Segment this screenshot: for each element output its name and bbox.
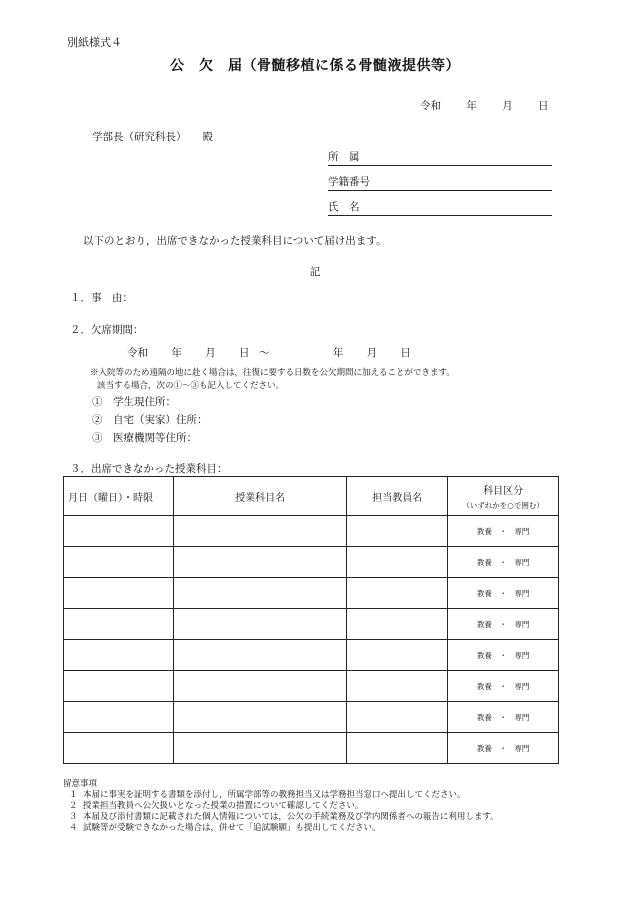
remark-item xyxy=(63,823,499,834)
missed-subjects-table xyxy=(63,476,559,764)
date-cell[interactable] xyxy=(64,609,174,640)
category-header xyxy=(448,477,559,516)
student-id-label: 学籍番号 xyxy=(328,176,370,188)
date-cell[interactable] xyxy=(64,702,174,733)
student-id-field[interactable] xyxy=(328,175,552,191)
remarks-heading: 留意事項 xyxy=(63,779,98,789)
subject-cell[interactable] xyxy=(173,609,347,640)
date-cell[interactable] xyxy=(64,547,174,578)
period-to-day: 日 xyxy=(400,347,411,359)
teacher-cell[interactable] xyxy=(347,733,448,764)
subject-cell[interactable] xyxy=(173,547,347,578)
form-number: 別紙様式４ xyxy=(67,36,122,49)
table-row xyxy=(64,702,559,733)
date-day: 日 xyxy=(538,100,549,112)
remarks xyxy=(63,779,499,834)
category-cell[interactable]: 教養 ・ 専門 xyxy=(448,609,559,640)
remark-number: ２ xyxy=(69,801,78,811)
home-address-label: ② 自宅（実家）住所： xyxy=(92,414,208,426)
table-header-row xyxy=(64,477,559,516)
subject-header: 授業科目名 xyxy=(173,477,347,516)
category-cell[interactable]: 教養 ・ 専門 xyxy=(448,733,559,764)
remark-text: 本届に事実を証明する書類を添付し，所属学部等の教務担当又は学務担当窓口へ提出してください。 xyxy=(83,790,466,800)
table-row xyxy=(64,516,559,547)
period-to-year: 年 xyxy=(332,347,344,359)
missed-subjects-label: ３．出席できなかった授業科目： xyxy=(70,463,228,475)
intro-text: 以下のとおり，出席できなかった授業科目について届け出ます。 xyxy=(83,235,387,247)
date-month: 月 xyxy=(502,100,513,112)
period-from-month: 月 xyxy=(205,347,216,359)
remark-text: 試験等が受験できなかった場合は，併せて「追試験願」も提出してください。 xyxy=(83,823,381,833)
affiliation-label: 所 属 xyxy=(328,151,360,163)
remark-text: 本届及び添付書類に記載された個人情報については，公欠の手続業務及び学内関係者への報告に利用します。 xyxy=(83,812,499,822)
subject-cell[interactable] xyxy=(173,516,347,547)
teacher-cell[interactable] xyxy=(347,578,448,609)
category-cell[interactable]: 教養 ・ 専門 xyxy=(448,640,559,671)
date-line xyxy=(420,98,549,113)
category-header-label: 科目区分 xyxy=(483,485,524,497)
remark-item xyxy=(63,790,499,801)
period-from-day: 日 xyxy=(239,347,250,359)
date-cell[interactable] xyxy=(64,733,174,764)
table-row xyxy=(64,547,559,578)
period-from-year: 年 xyxy=(171,347,182,359)
subject-cell[interactable] xyxy=(173,733,347,764)
date-cell[interactable] xyxy=(64,578,174,609)
remark-item xyxy=(63,812,499,823)
name-label: 氏 名 xyxy=(328,201,360,213)
page-title: 公 欠 届（骨髄移植に係る骨髄液提供等） xyxy=(170,58,460,74)
teacher-cell[interactable] xyxy=(347,547,448,578)
remark-item xyxy=(63,801,499,812)
remark-number: ４ xyxy=(69,823,78,833)
subject-cell[interactable] xyxy=(173,578,347,609)
category-cell[interactable]: 教養 ・ 専門 xyxy=(448,578,559,609)
remark-number: ３ xyxy=(69,812,78,822)
table-row xyxy=(64,578,559,609)
teacher-cell[interactable] xyxy=(347,640,448,671)
period-from-era: 令和 xyxy=(127,347,148,359)
name-field[interactable] xyxy=(328,200,552,216)
date-era: 令和 xyxy=(420,100,441,112)
category-header-note: （いずれかを○で囲む） xyxy=(462,500,544,510)
teacher-cell[interactable] xyxy=(347,516,448,547)
note-line-1: ※入院等のため遠隔の地に赴く場合は，往復に要する日数を公欠期間に加えることができます。 xyxy=(90,368,455,378)
date-year: 年 xyxy=(466,100,477,112)
subject-cell[interactable] xyxy=(173,640,347,671)
table-row xyxy=(64,671,559,702)
teacher-cell[interactable] xyxy=(347,671,448,702)
subject-cell[interactable] xyxy=(173,671,347,702)
date-cell[interactable] xyxy=(64,671,174,702)
table-row xyxy=(64,640,559,671)
period-to-month: 月 xyxy=(366,347,378,359)
date-cell[interactable] xyxy=(64,516,174,547)
teacher-cell[interactable] xyxy=(347,609,448,640)
student-address-label: ① 学生現住所： xyxy=(92,396,176,408)
date-period-header: 月日（曜日）・時限 xyxy=(64,477,174,516)
table-row xyxy=(64,733,559,764)
category-cell[interactable]: 教養 ・ 専門 xyxy=(448,516,559,547)
affiliation-field[interactable] xyxy=(328,150,552,166)
reason-label: １．事 由： xyxy=(70,292,133,304)
note-line-2: 該当する場合，次の①〜③も記入してください。 xyxy=(97,381,285,391)
ki-heading: 記 xyxy=(309,266,321,278)
remark-number: １ xyxy=(69,790,78,800)
remark-text: 授業担当教員へ公欠扱いとなった授業の措置について確認してください。 xyxy=(83,801,364,811)
period-tilde: 〜 xyxy=(258,347,270,359)
absence-period xyxy=(127,345,431,360)
date-cell[interactable] xyxy=(64,640,174,671)
addressee-honorific: 殿 xyxy=(202,131,213,143)
teacher-cell[interactable] xyxy=(347,702,448,733)
category-cell[interactable]: 教養 ・ 専門 xyxy=(448,671,559,702)
addressee xyxy=(92,129,213,144)
category-cell[interactable]: 教養 ・ 専門 xyxy=(448,702,559,733)
absence-period-label: ２．欠席期間： xyxy=(70,324,144,336)
teacher-header: 担当教員名 xyxy=(347,477,448,516)
subject-cell[interactable] xyxy=(173,702,347,733)
addressee-name: 学部長（研究科長） xyxy=(92,131,187,143)
table-row xyxy=(64,609,559,640)
category-cell[interactable]: 教養 ・ 専門 xyxy=(448,547,559,578)
medical-address-label: ③ 医療機関等住所： xyxy=(92,432,197,444)
